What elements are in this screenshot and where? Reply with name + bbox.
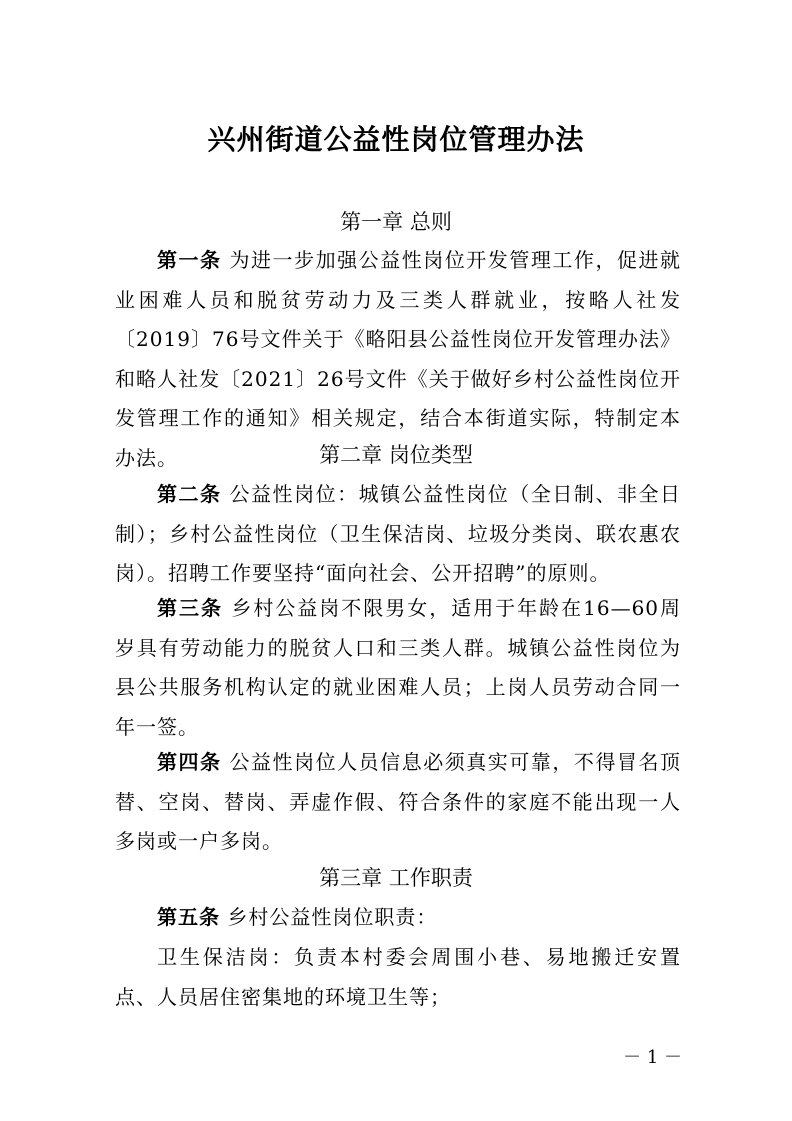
article-3 bbox=[115, 589, 681, 747]
article-5-text: 乡村公益性岗位职责： bbox=[227, 905, 438, 929]
page-number: － 1 － bbox=[623, 1047, 682, 1068]
chapter-heading-1: 第一章 总则 bbox=[340, 210, 452, 234]
document-title: 兴州街道公益性岗位管理办法 bbox=[207, 123, 585, 156]
article-5-label: 第五条 bbox=[157, 905, 220, 929]
chapter-heading-3: 第三章 工作职责 bbox=[319, 866, 473, 890]
article-3-label: 第三条 bbox=[157, 596, 223, 620]
article-4-label: 第四条 bbox=[157, 750, 222, 774]
duty-paragraph: 卫生保洁岗：负责本村委会周围小巷、易地搬迁安置点、人员居住密集地的环境卫生等； bbox=[115, 945, 681, 1009]
chapter-heading-2: 第二章 岗位类型 bbox=[319, 443, 473, 467]
article-2-label: 第二条 bbox=[157, 482, 222, 506]
article-2-text: 公益性岗位：城镇公益性岗位（全日制、非全日制）；乡村公益性岗位（卫生保洁岗、垃圾分类岗、联农惠农岗）。招聘工作要坚持“面向社会、公开招聘”的原则。 bbox=[115, 482, 682, 585]
article-1-text: 为进一步加强公益性岗位开发管理工作，促进就业困难人员和脱贫劳动力及三类人群就业，按略人社发〔2019〕76号文件关于《略阳县公益性岗位开发管理办法》和略人社发〔2021〕26号文件《关于做好乡村公益性岗位开发管理工作的通知》相关规定，结合本街道实际，特制定本办法。 bbox=[115, 248, 682, 470]
article-5 bbox=[115, 898, 681, 938]
article-4-text: 公益性岗位人员信息必须真实可靠，不得冒名顶替、空岗、替岗、弄虚作假、符合条件的家庭不能出现一人多岗或一户多岗。 bbox=[115, 750, 682, 853]
article-4 bbox=[115, 743, 681, 862]
article-3-text: 乡村公益岗不限男女，适用于年龄在16—60周岁具有劳动能力的脱贫人口和三类人群。城镇公益性岗位为县公共服务机构认定的就业困难人员；上岗人员劳动合同一年一签。 bbox=[115, 596, 682, 739]
article-1-label: 第一条 bbox=[157, 248, 222, 272]
article-2 bbox=[115, 475, 681, 594]
